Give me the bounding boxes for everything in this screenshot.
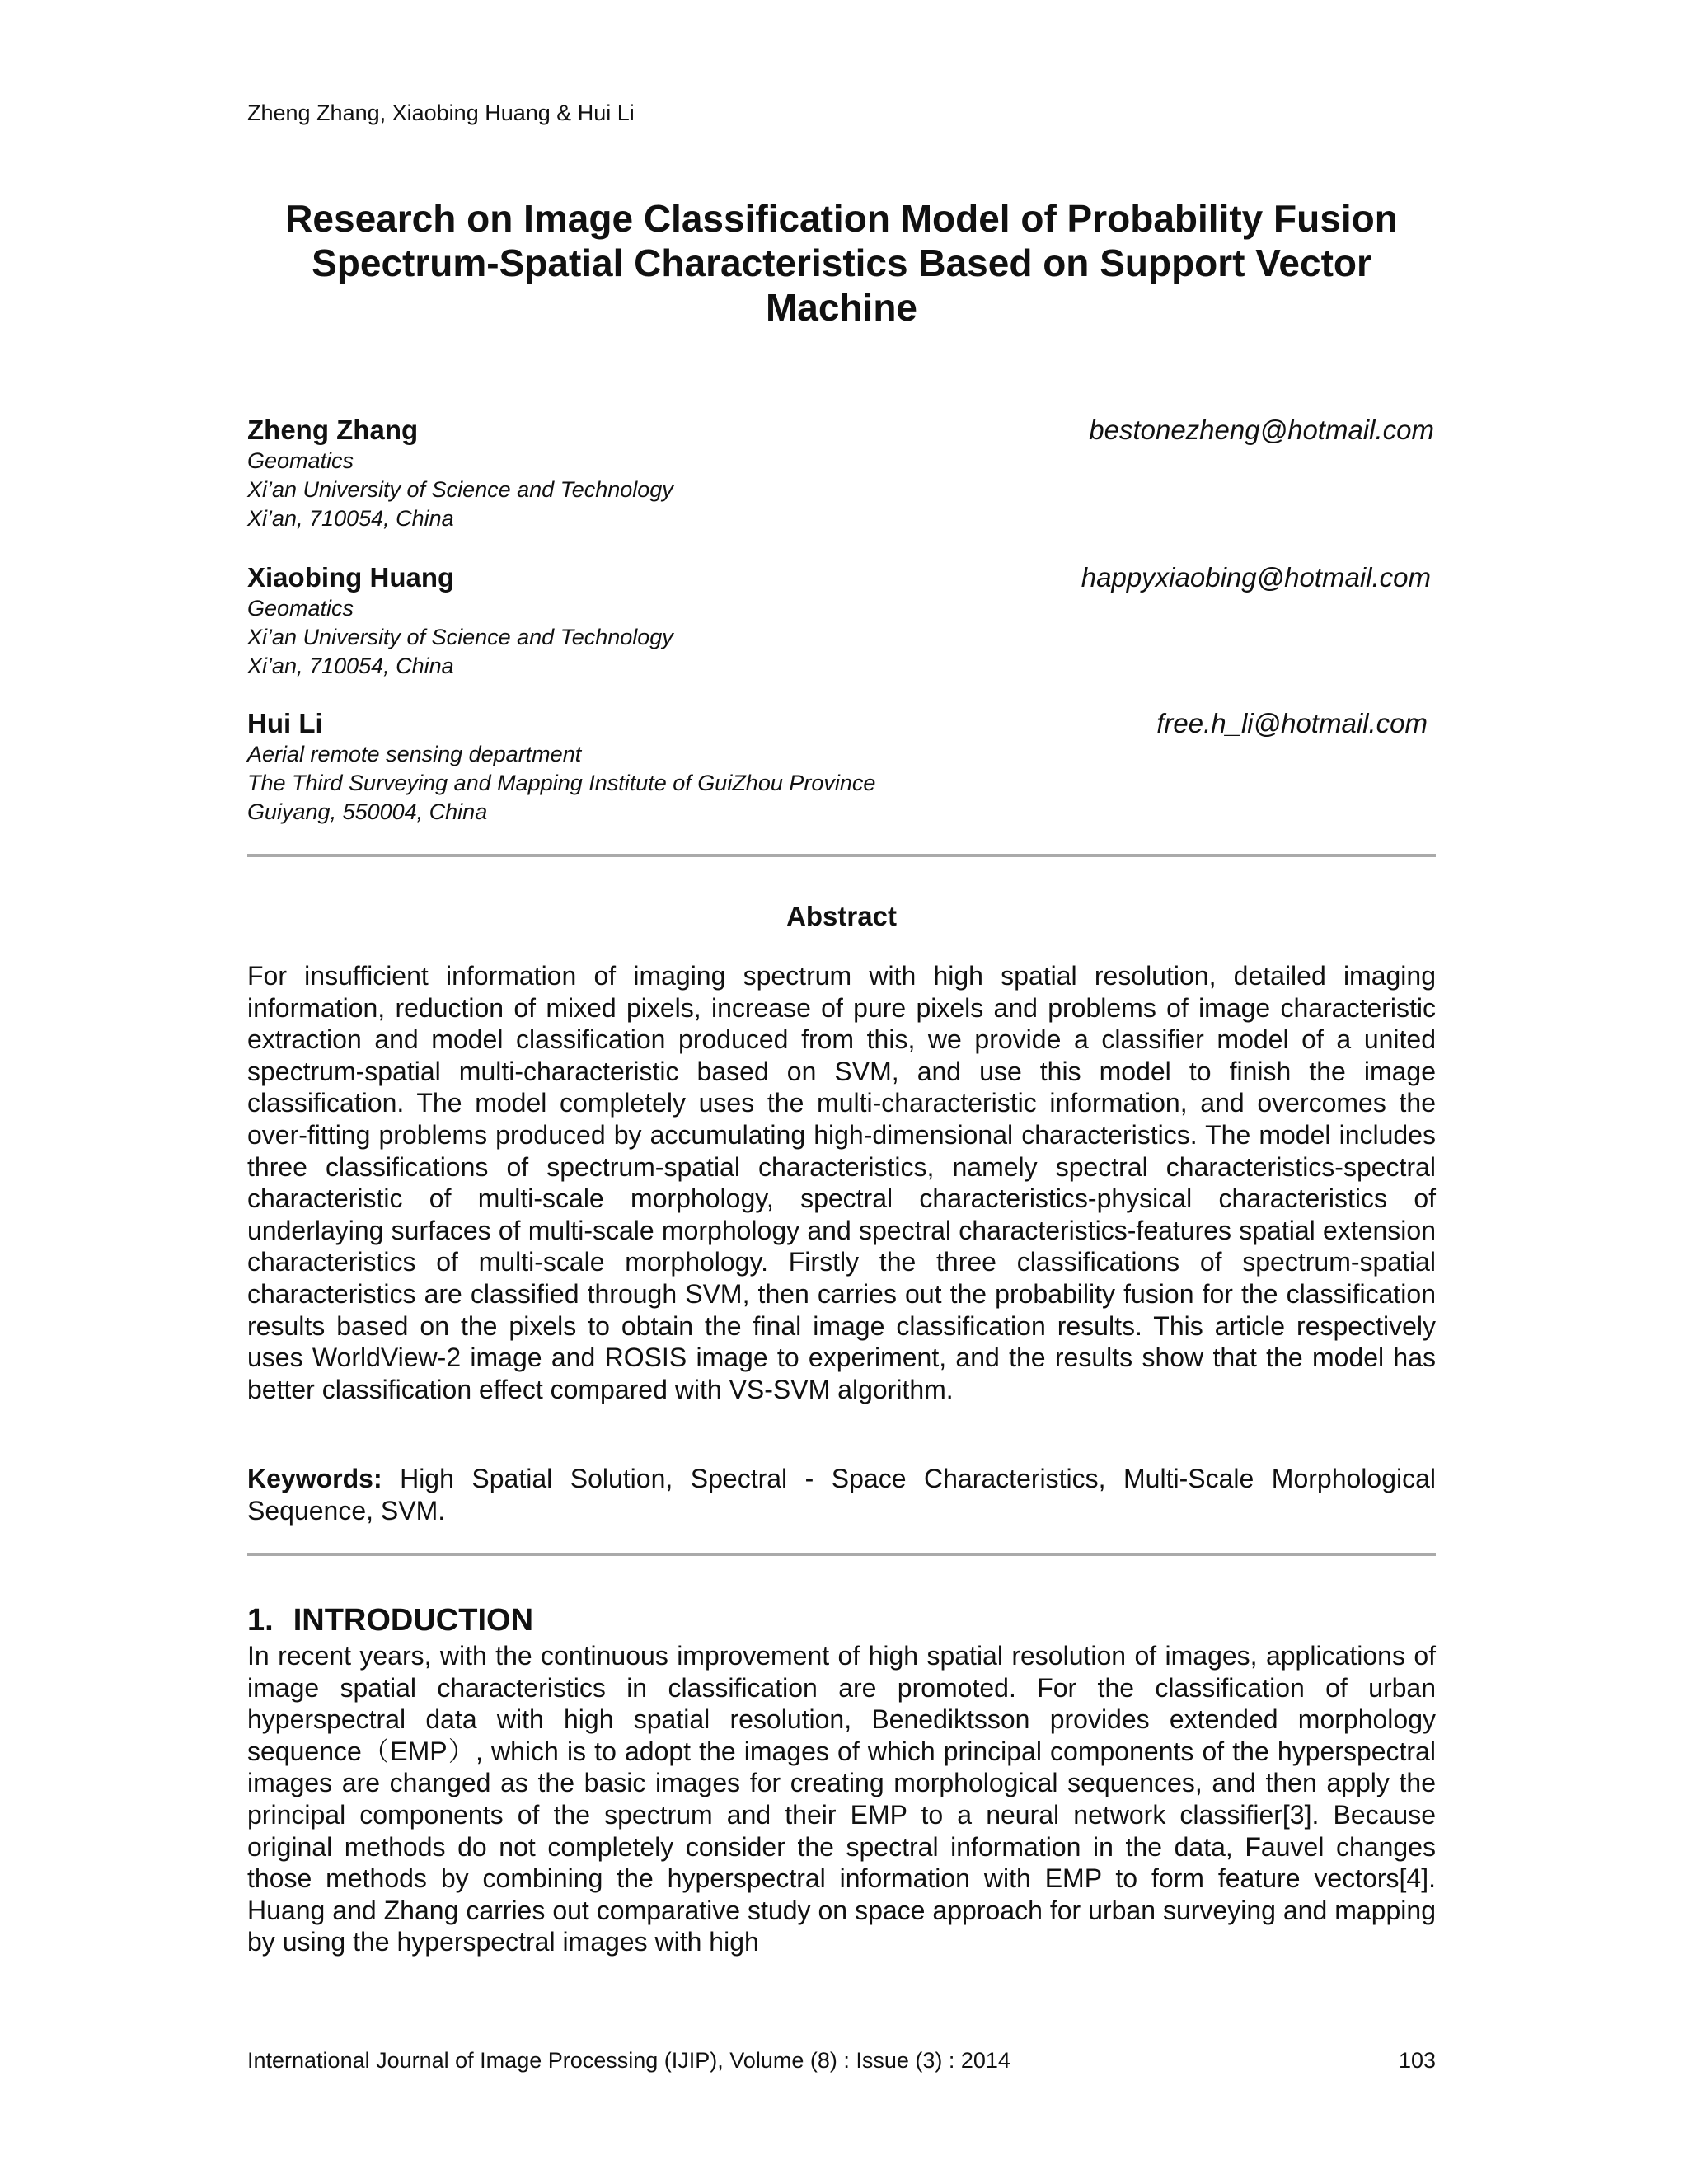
author-block-zhang [247, 414, 1436, 533]
keywords-label: Keywords: [247, 1464, 382, 1493]
author-institution: The Third Surveying and Mapping Institute of GuiZhou Province [247, 771, 876, 795]
keywords-text: High Spatial Solution, Spectral - Space Characteristics, Multi-Scale Morphological Sequence, SVM. [247, 1464, 1436, 1526]
abstract-heading: Abstract [786, 901, 897, 931]
section-title: INTRODUCTION [293, 1603, 534, 1638]
author-name: Zheng Zhang [247, 415, 419, 445]
author-email[interactable]: bestonezheng@hotmail.com [1089, 415, 1434, 445]
author-name: Hui Li [247, 708, 323, 738]
author-address: Guiyang, 550004, China [247, 799, 488, 824]
page-number: 103 [1398, 2048, 1436, 2073]
title-line: Spectrum-Spatial Characteristics Based on Support Vector [312, 241, 1372, 284]
keywords [247, 1463, 1436, 1526]
author-address: Xi’an, 710054, China [247, 654, 454, 678]
author-address: Xi’an, 710054, China [247, 506, 454, 531]
running-head: Zheng Zhang, Xiaobing Huang & Hui Li [247, 101, 635, 125]
author-email[interactable]: happyxiaobing@hotmail.com [1081, 562, 1431, 593]
author-email[interactable]: free.h_li@hotmail.com [1156, 708, 1428, 738]
divider-rule [247, 854, 1436, 857]
footer-journal: International Journal of Image Processing (IJIP), Volume (8) : Issue (3) : 2014 [247, 2048, 1010, 2073]
abstract-text: For insufficient information of imaging spectrum with high spatial resolution, detailed imaging information, reduction of mixed pixels, increase of pure pixels and problems of image characteristic extraction and model classification produced from this, we provide a classifier model of a united spectrum-spatial multi-characteristic based on SVM, and use this model to finish the image classification. The model completely uses the multi-characteristic information, and overcomes the over-fitting problems produced by accumulating high-dimensional characteristics. The model includes three classifications of spectrum-spatial characteristics, namely spectral characteristics-spectral characteristic of multi-scale morphology, spectral characteristics-physical characteristics of underlaying surfaces of multi-scale morphology and spectral characteristics-features spatial extension characteristics of multi-scale morphology. Firstly the three classifications of spectrum-spatial characteristics are classified through SVM, then carries out the probability fusion for the classification results based on the pixels to obtain the final image classification results. This article respectively uses WorldView-2 image and ROSIS image to experiment, and the results show that the model has better classification effect compared with VS-SVM algorithm. [247, 961, 1436, 1404]
introduction-text: In recent years, with the continuous improvement of high spatial resolution of images, applications of image spatial characteristics in classification are promoted. For the classification of urban hyperspectral data with high spatial resolution, Benediktsson provides extended morphology sequence（EMP）, which is to adopt the images of which principal components of the hyperspectral images are changed as the basic images for creating morphological sequences, and then apply the principal components of the spectrum and their EMP to a neural network classifier[3]. Because original methods do not completely consider the spectral information in the data, Fauvel changes those methods by combining the hyperspectral information with EMP to form feature vectors[4]. Huang and Zhang carries out comparative study on space approach for urban surveying and mapping by using the hyperspectral images with high [247, 1641, 1436, 1957]
author-department: Aerial remote sensing department [247, 742, 582, 766]
section-heading-introduction [247, 1602, 533, 1638]
section-number: 1. [247, 1603, 274, 1638]
paper-title [247, 196, 1436, 330]
author-block-li [247, 707, 1436, 827]
title-line: Research on Image Classification Model of Probability Fusion [285, 197, 1398, 240]
author-department: Geomatics [247, 596, 354, 621]
divider-rule [247, 1553, 1436, 1556]
title-line: Machine [765, 286, 918, 329]
author-department: Geomatics [247, 448, 354, 473]
author-institution: Xi’an University of Science and Technology [247, 625, 673, 649]
author-institution: Xi’an University of Science and Technology [247, 477, 673, 502]
author-block-huang [247, 561, 1436, 681]
author-name: Xiaobing Huang [247, 562, 455, 593]
